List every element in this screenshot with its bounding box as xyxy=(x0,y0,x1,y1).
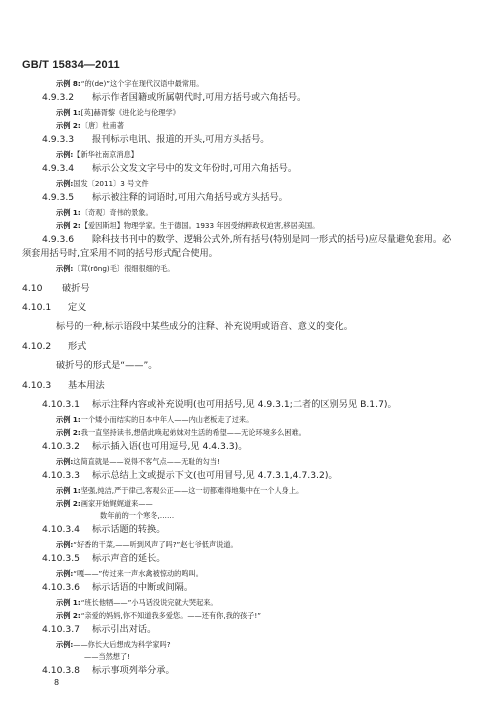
line-text: “班长他牺——”小马话没说完就大哭起来。 xyxy=(80,598,218,607)
line-text: 须套用括号时,宜采用不同的括号形式配合使用。 xyxy=(22,248,218,259)
clause-number: 4.9.3.5 xyxy=(42,192,75,203)
line-text: 报刊标示电讯、报道的开头,可用方头括号。 xyxy=(92,134,270,145)
example-label: 示例: xyxy=(56,179,74,188)
clause-number: 4.9.3.2 xyxy=(42,92,75,103)
line-text: 标示声音的延长。 xyxy=(92,553,166,564)
example-line xyxy=(100,512,174,519)
clause-line xyxy=(42,525,166,534)
clause-number: 4.9.3.4 xyxy=(42,163,75,174)
clause-line xyxy=(42,583,193,592)
example-line xyxy=(56,641,171,648)
line-text: 标示话题的转换。 xyxy=(92,524,166,535)
line-text: 形式 xyxy=(68,341,87,352)
line-text: “嘎——”传过来一声水禽被惊动的鸣叫。 xyxy=(73,569,203,578)
example-label: 示例: xyxy=(56,569,74,578)
clause-line xyxy=(42,235,451,244)
line-text: ——你长大后想成为科学家吗? xyxy=(73,640,171,649)
example-label: 示例: xyxy=(56,457,74,466)
clause-line xyxy=(42,442,247,451)
example-line xyxy=(56,487,303,494)
clause-number: 4.10.3.3 xyxy=(42,470,80,481)
example-line xyxy=(56,151,138,158)
example-line xyxy=(56,541,238,548)
heading-line xyxy=(22,284,90,293)
example-line xyxy=(56,265,174,272)
line-text: 标示作者国籍或所属朝代时,可用方括号或六角括号。 xyxy=(92,92,307,103)
example-label: 示例 1: xyxy=(56,108,81,117)
line-text: 标示引出对话。 xyxy=(92,624,157,635)
example-label: 示例 1: xyxy=(56,486,81,495)
line-text: 【爱因斯坦】物理学家。生于德国。1933 年因受纳粹政权迫害,移居美国。 xyxy=(80,221,320,230)
clause-number: 4.10 xyxy=(22,283,43,294)
clause-number: 4.10.3.5 xyxy=(42,553,80,564)
clause-line xyxy=(42,93,306,102)
line-text: [英]赫胥黎《进化论与伦理学》 xyxy=(80,108,180,117)
example-line xyxy=(56,416,253,423)
para-line xyxy=(22,249,218,258)
line-text: 基本用法 xyxy=(68,380,105,391)
line-text: 这简直就是——说得不客气点——无耻的勾当! xyxy=(73,457,220,466)
line-text: 标示话语的中断或间隔。 xyxy=(92,582,194,593)
line-text: 【新华社南京消息】 xyxy=(73,150,138,159)
clause-number: 4.10.3.7 xyxy=(42,624,80,635)
example-line xyxy=(56,500,153,507)
line-text: 破折号 xyxy=(62,283,90,294)
clause-line xyxy=(42,625,156,634)
example-line xyxy=(56,209,153,216)
example-label: 示例: xyxy=(56,540,74,549)
line-text: 标示被注释的词语时,可用六角括号或方头括号。 xyxy=(92,192,288,203)
clause-number: 4.10.2 xyxy=(22,341,52,352)
line-text: 标示插入语(也可用逗号,见 4.4.3.3)。 xyxy=(92,441,248,452)
example-label: 示例 1: xyxy=(56,415,81,424)
clause-line xyxy=(42,666,175,675)
clause-line xyxy=(42,471,338,480)
page-number: 8 xyxy=(54,678,60,687)
heading-line xyxy=(22,303,86,312)
heading-line xyxy=(22,381,105,390)
example-line xyxy=(56,180,149,187)
example-line xyxy=(56,612,261,619)
example-line xyxy=(84,653,130,660)
example-line xyxy=(56,109,180,116)
example-label: 示例: xyxy=(56,264,74,273)
para-line xyxy=(56,361,157,370)
line-text: 国发〔2011〕3 号文件 xyxy=(73,179,149,188)
example-line xyxy=(56,222,319,229)
example-label: 示例 1: xyxy=(56,208,81,217)
line-text: 〔唐〕杜甫著 xyxy=(80,121,124,130)
line-text: 〔奇观〕奇伟的景象。 xyxy=(80,208,153,217)
line-text: 标示注释内容或补充说明(也可用括号,见 4.9.3.1;二者的区别另见 B.1.7)。 xyxy=(92,399,397,410)
line-text: 标号的一种,标示语段中某些成分的注释、补充说明或语音、意义的变化。 xyxy=(56,321,353,332)
line-text: 标示事项列举分承。 xyxy=(92,665,175,676)
clause-line xyxy=(42,554,166,563)
clause-number: 4.10.3.2 xyxy=(42,441,80,452)
standard-header: GB/T 15834—2011 xyxy=(22,59,120,71)
example-label: 示例 2: xyxy=(56,121,81,130)
clause-line xyxy=(42,164,297,173)
example-label: 示例 2: xyxy=(56,499,81,508)
example-line xyxy=(56,429,306,436)
example-line xyxy=(56,458,220,465)
example-label: 示例: xyxy=(56,640,74,649)
example-label: 示例 2: xyxy=(56,221,81,230)
line-text: “好香的干菜,——听到风声了吗?”赵七爷低声说道。 xyxy=(73,540,238,549)
clause-line xyxy=(42,193,288,202)
heading-line xyxy=(22,342,86,351)
clause-line xyxy=(42,400,397,409)
example-line xyxy=(56,80,203,87)
example-label: 示例 2: xyxy=(56,611,81,620)
line-text: 我一直坚持读书,想借此唤起弟妹对生活的希望——无论环境多么困难。 xyxy=(80,428,306,437)
line-text: 坚强,纯洁,严于律己,客观公正——这一切都难得地集中在一个人身上。 xyxy=(80,486,304,495)
clause-number: 4.10.3 xyxy=(22,380,52,391)
clause-number: 4.9.3.3 xyxy=(42,134,75,145)
line-text: 定义 xyxy=(68,302,87,313)
example-label: 示例 2: xyxy=(56,428,81,437)
line-text: 〔茸(rōng)毛〕很细很细的毛。 xyxy=(73,264,175,273)
line-text: “的(de)”这个字在现代汉语中最常用。 xyxy=(80,79,204,88)
clause-number: 4.9.3.6 xyxy=(42,234,75,245)
line-text: ——当然想了! xyxy=(84,652,131,661)
para-line xyxy=(56,322,353,331)
line-text: 除科技书刊中的数学、逻辑公式外,所有括号(特别是同一形式的括号)应尽量避免套用。必 xyxy=(92,234,452,245)
clause-number: 4.10.3.8 xyxy=(42,665,80,676)
line-text: 数年前的一个寒冬,…… xyxy=(100,511,175,520)
example-label: 示例 1: xyxy=(56,598,81,607)
example-line xyxy=(56,570,203,577)
line-text: 标示公文发文字号中的发文年份时,可用六角括号。 xyxy=(92,163,298,174)
line-text: 一个矮小而结实的日本中年人——内山老板走了过来。 xyxy=(80,415,254,424)
line-text: 画家开始娓娓道来—— xyxy=(80,499,153,508)
example-label: 示例: xyxy=(56,150,74,159)
line-text: 标示总结上文或提示下文(也可用冒号,见 4.7.3.1,4.7.3.2)。 xyxy=(92,470,338,481)
clause-number: 4.10.3.4 xyxy=(42,524,80,535)
clause-number: 4.10.3.1 xyxy=(42,399,80,410)
clause-number: 4.10.1 xyxy=(22,302,52,313)
example-line xyxy=(56,122,124,129)
clause-line xyxy=(42,135,269,144)
example-label: 示例 8: xyxy=(56,79,81,88)
clause-number: 4.10.3.6 xyxy=(42,582,80,593)
line-text: “亲爱的妈妈,你不知道我多爱您。——还有你,我的孩子!” xyxy=(80,611,261,620)
example-line xyxy=(56,599,218,606)
line-text: 破折号的形式是“——”。 xyxy=(56,360,158,371)
